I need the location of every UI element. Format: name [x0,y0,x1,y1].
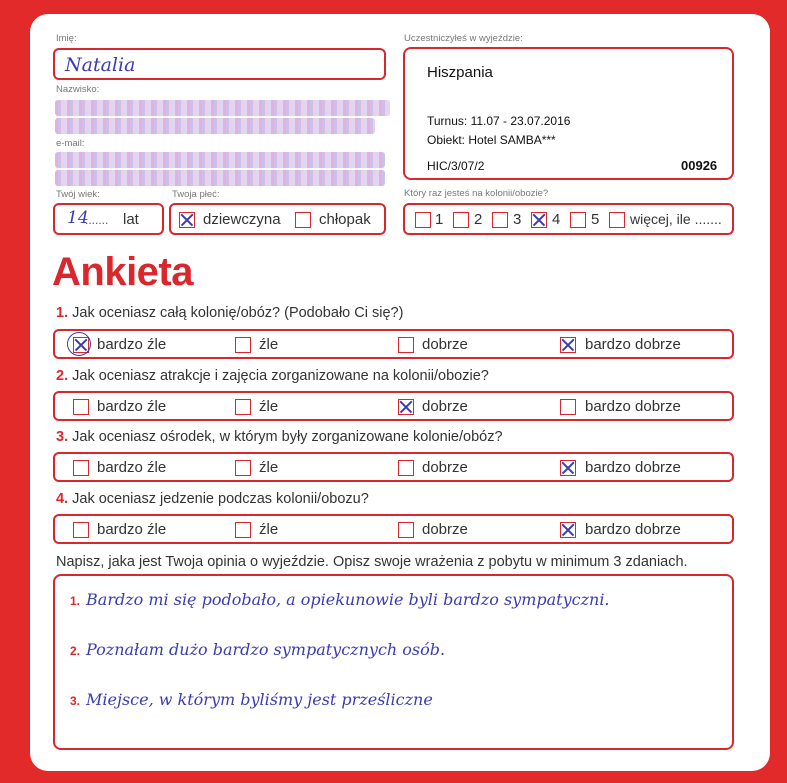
opinion-line-2 [70,640,445,659]
opinion-1-number: 1. [70,594,81,608]
question-1-number: 1. [56,305,69,321]
opinion-3-text: Miejsce, w którym byliśmy jest prześliczne [86,690,433,709]
which-time-label: Który raz jesteś na kolonii/obozie? [404,188,549,199]
age-value: 14 [67,208,89,228]
q3-option-3-label: dobrze [422,459,468,476]
trip-turnus: Turnus: 11.07 - 23.07.2016 [427,114,571,128]
redacted-surname [55,100,390,116]
times-label-more: więcej, ile ....... [630,211,722,227]
redacted-surname-2 [55,118,375,134]
question-3-options [53,452,734,482]
name-value: Natalia [65,54,136,76]
question-3-text: Jak oceniasz ośrodek, w którym były zorganizowane kolonie/obóz? [72,429,503,445]
q1-option-4-checkbox[interactable] [560,337,576,353]
q3-option-1-label: bardzo źle [97,459,167,476]
opinion-2-text: Poznałam dużo bardzo sympatycznych osób. [86,640,446,659]
question-4-text: Jak oceniasz jedzenie podczas kolonii/obozu? [72,491,369,507]
redacted-email [55,152,385,168]
q1-option-2-checkbox[interactable] [235,337,251,353]
name-field[interactable] [53,48,386,80]
q4-option-4-label: bardzo dobrze [585,521,681,538]
q3-option-4-label: bardzo dobrze [585,459,681,476]
times-label-4: 4 [552,211,561,228]
q2-option-2-checkbox[interactable] [235,399,251,415]
times-checkbox-more[interactable] [609,212,625,228]
question-2 [56,368,489,384]
opinion-3-number: 3. [70,694,81,708]
q2-option-3-label: dobrze [422,398,468,415]
gender-male-label: chłopak [319,211,371,228]
name-label: Imię: [56,33,77,44]
times-label-1: 1 [435,211,444,228]
trip-info-box [403,47,734,180]
times-checkbox-1[interactable] [415,212,431,228]
q3-option-2-label: źle [259,459,279,476]
question-3 [56,429,503,445]
q1-option-2-label: źle [259,336,279,353]
age-label: Twój wiek: [56,189,100,200]
q4-option-1-label: bardzo źle [97,521,167,538]
times-checkbox-3[interactable] [492,212,508,228]
which-time-field [403,203,734,235]
question-4-options [53,514,734,544]
question-1 [56,305,403,321]
question-2-number: 2. [56,368,69,384]
times-checkbox-2[interactable] [453,212,469,228]
q2-option-1-checkbox[interactable] [73,399,89,415]
gender-field [169,203,386,235]
q2-option-3-checkbox[interactable] [398,399,414,415]
times-label-2: 2 [474,211,483,228]
question-1-options [53,329,734,359]
redacted-email-2 [55,170,385,186]
q3-option-4-checkbox[interactable] [560,460,576,476]
q4-option-3-label: dobrze [422,521,468,538]
q2-option-4-label: bardzo dobrze [585,398,681,415]
q2-option-2-label: źle [259,398,279,415]
question-2-text: Jak oceniasz atrakcje i zajęcia zorganizowane na kolonii/obozie? [72,368,489,384]
q4-option-4-checkbox[interactable] [560,522,576,538]
q2-option-1-label: bardzo źle [97,398,167,415]
trip-object: Obiekt: Hotel SAMBA*** [427,133,556,147]
times-checkbox-4[interactable] [531,212,547,228]
gender-female-label: dziewczyna [203,211,281,228]
trip-number: 00926 [681,158,718,173]
participant-label: Uczestniczyłeś w wyjeździe: [404,33,523,44]
times-label-3: 3 [513,211,522,228]
gender-label: Twoja płeć: [172,189,220,200]
q3-option-3-checkbox[interactable] [398,460,414,476]
q1-option-3-label: dobrze [422,336,468,353]
q4-option-2-label: źle [259,521,279,538]
q3-option-2-checkbox[interactable] [235,460,251,476]
times-checkbox-5[interactable] [570,212,586,228]
q3-option-1-checkbox[interactable] [73,460,89,476]
survey-title: Ankieta [52,250,193,294]
age-dots: ....... [85,213,109,227]
age-unit: lat [123,211,139,228]
q1-option-1-label: bardzo źle [97,336,167,353]
question-2-options [53,391,734,421]
trip-code: HIC/3/07/2 [427,159,485,173]
q2-option-4-checkbox[interactable] [560,399,576,415]
question-3-number: 3. [56,429,69,445]
opinion-line-1 [70,590,610,609]
question-1-text: Jak oceniasz całą kolonię/obóz? (Podobało Ci się?) [72,305,404,321]
trip-destination: Hiszpania [427,64,493,81]
q4-option-2-checkbox[interactable] [235,522,251,538]
opinion-1-text: Bardzo mi się podobało, a opiekunowie byli bardzo sympatyczni. [86,590,610,609]
gender-male-checkbox[interactable] [295,212,311,228]
opinion-prompt: Napisz, jaka jest Twoja opinia o wyjeździe. Opisz swoje wrażenia z pobytu w minimum 3 zdaniach. [56,554,688,570]
opinion-2-number: 2. [70,644,81,658]
opinion-line-3 [70,690,433,709]
q1-option-4-label: bardzo dobrze [585,336,681,353]
q4-option-1-checkbox[interactable] [73,522,89,538]
q1-option-3-checkbox[interactable] [398,337,414,353]
gender-female-checkbox[interactable] [179,212,195,228]
email-label: e-mail: [56,138,85,149]
q1-scribble-circle [67,332,91,356]
q4-option-3-checkbox[interactable] [398,522,414,538]
question-4 [56,491,369,507]
question-4-number: 4. [56,491,69,507]
surname-label: Nazwisko: [56,84,100,95]
times-label-5: 5 [591,211,600,228]
age-field[interactable] [53,203,164,235]
